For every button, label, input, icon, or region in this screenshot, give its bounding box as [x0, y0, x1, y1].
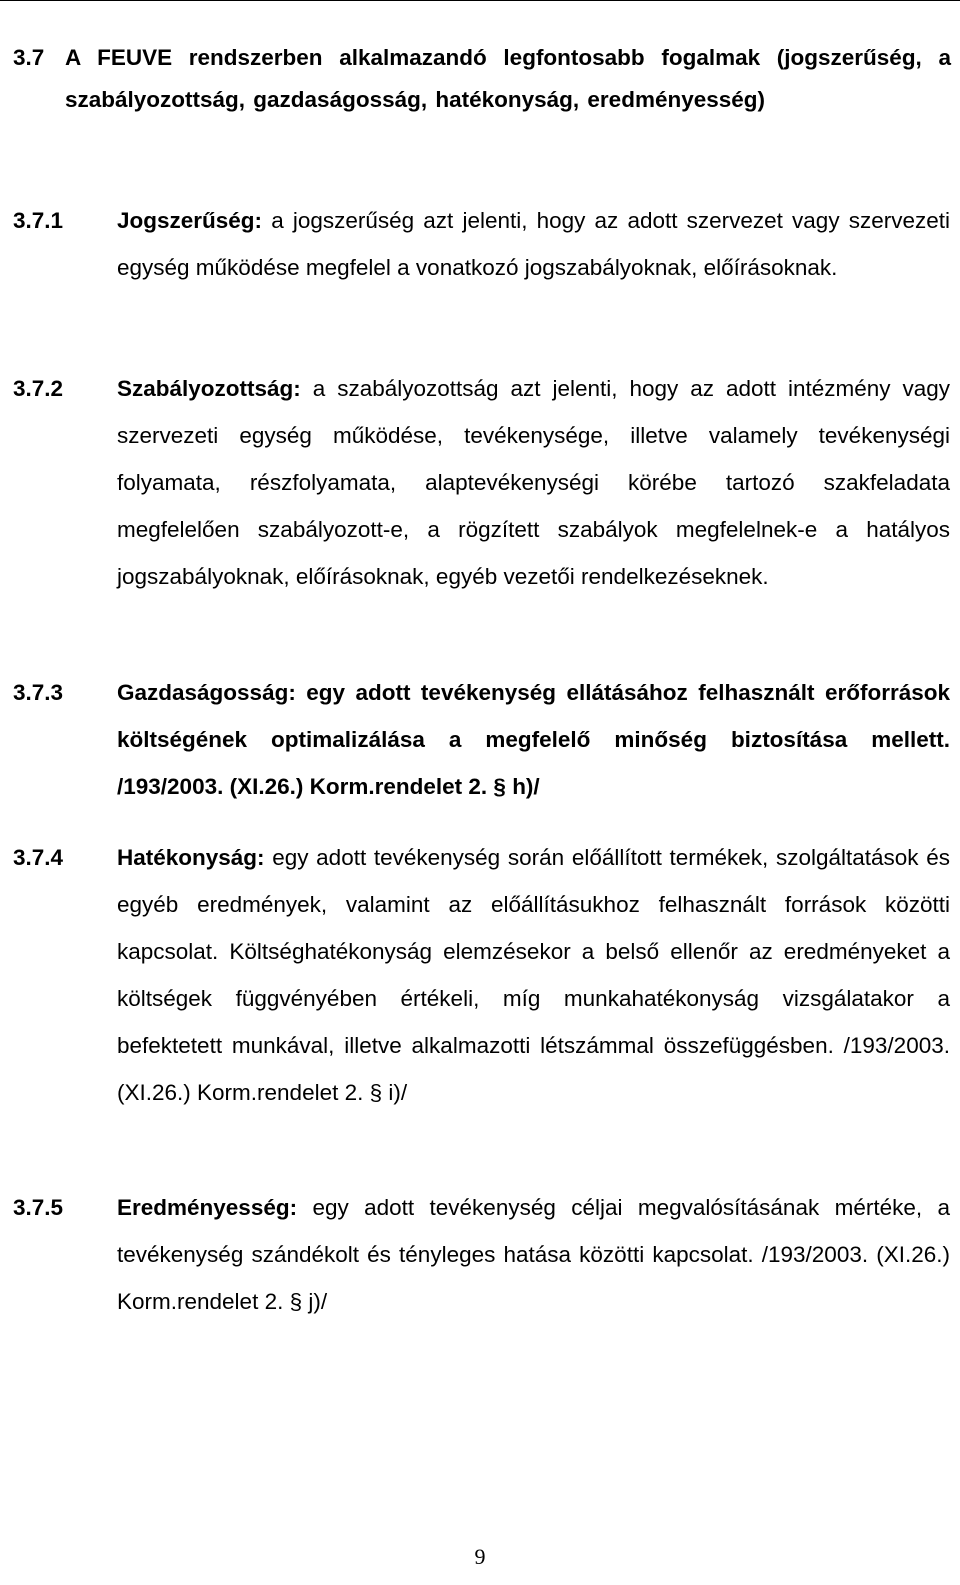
definition-text: a jogszerűség azt jelenti, hogy az adott szervezet vagy szervezeti egység működése megfelel a vonatkozó jogszabályoknak, előírásoknak.	[117, 208, 950, 280]
definition-body	[117, 1184, 950, 1325]
definition-number: 3.7.4	[13, 845, 64, 870]
definition-text: egy adott tevékenység céljai megvalósításának mértéke, a tevékenység szándékolt és tényleges hatása közötti kapcsolat. /193/2003. (XI.26.) Korm.rendelet 2. § j)/	[117, 1195, 950, 1314]
definition-term: Jogszerűség:	[117, 208, 263, 233]
section-heading	[13, 37, 951, 121]
top-rule	[0, 0, 960, 1]
definition-term: Hatékonyság:	[117, 845, 265, 870]
heading-number: 3.7	[13, 45, 45, 70]
definition-body	[117, 834, 950, 1116]
heading-text: A FEUVE rendszerben alkalmazandó legfontosabb fogalmak (jogszerűség, a szabályozottság, gazdaságosság, hatékonyság, eredményesség)	[65, 45, 951, 112]
definition-text: a szabályozottság azt jelenti, hogy az adott intézmény vagy szervezeti egység működése, tevékenysége, illetve valamely tevékenységi folyamata, részfolyamata, alaptevékenységi körébe tartozó szakfeladata megfelelően szabályozott-e, a rögzített szabályok megfelelnek-e a hatályos jogszabályoknak, előírásoknak, egyéb vezetői rendelkezéseknek.	[117, 376, 950, 589]
definition-body	[117, 197, 950, 291]
definition-body	[117, 365, 950, 600]
definition-gazdasagossag	[13, 669, 950, 810]
definition-body	[117, 669, 950, 810]
definition-text: egy adott tevékenység ellátásához felhasznált erőforrások költségének optimalizálása a megfelelő minőség biztosítása mellett. /193/2003. (XI.26.) Korm.rendelet 2. § h)/	[117, 680, 950, 799]
definition-jogszeruseg	[13, 197, 950, 291]
definition-hatekonysag	[13, 834, 950, 1116]
page-number: 9	[474, 1544, 486, 1569]
definition-number: 3.7.5	[13, 1195, 64, 1220]
definition-number: 3.7.2	[13, 376, 64, 401]
definition-term: Gazdaságosság:	[117, 680, 296, 705]
definition-szabalyozottsag	[13, 365, 950, 600]
definition-number: 3.7.3	[13, 680, 64, 705]
definition-term: Eredményesség:	[117, 1195, 298, 1220]
definition-term: Szabályozottság:	[117, 376, 301, 401]
definition-eredmenyesseg	[13, 1184, 950, 1325]
definition-number: 3.7.1	[13, 208, 64, 233]
definition-text: egy adott tevékenység során előállított termékek, szolgáltatások és egyéb eredmények, valamint az előállításukhoz felhasznált források közötti kapcsolat. Költséghatékonyság elemzésekor a belső ellenőr az eredményeket a költségek függvényében értékeli, míg munkahatékonyság vizsgálatakor a befektetett munkával, illetve alkalmazotti létszámmal összefüggésben. /193/2003. (XI.26.) Korm.rendelet 2. § i)/	[117, 845, 950, 1105]
